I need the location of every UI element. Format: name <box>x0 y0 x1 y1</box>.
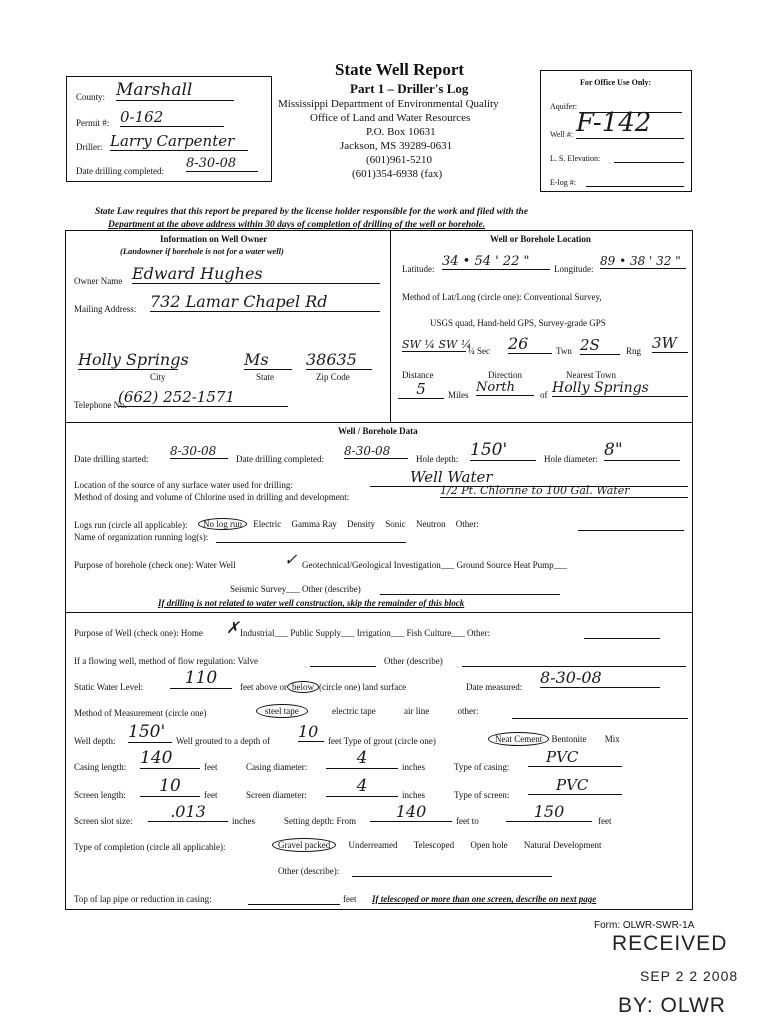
completion-other-line[interactable] <box>352 876 552 877</box>
date-measured-label: Date measured: <box>466 682 523 692</box>
neat-cement-option[interactable]: Neat Cement <box>488 732 549 746</box>
township-value[interactable]: 2S <box>580 336 620 355</box>
static-level-label: Static Water Level: <box>74 682 144 692</box>
latitude-value[interactable]: 34 • 54 ' 22 " <box>442 254 550 270</box>
agency-fax: (601)354-6938 (fax) <box>352 168 443 180</box>
casing-length-value[interactable]: 140 <box>140 748 200 769</box>
received-date: SEP 2 2 2008 <box>640 968 739 984</box>
log-organization-label: Name of organization running log(s): <box>74 532 209 542</box>
setting-depth-label: Setting depth: From <box>284 816 356 826</box>
seismic-survey-label[interactable]: Seismic Survey___ Other (describe) <box>230 584 361 594</box>
miles-label: Miles <box>448 390 469 400</box>
casing-length-unit: feet <box>204 762 218 772</box>
well-purpose-other-line[interactable] <box>584 638 660 639</box>
log-organization-line[interactable] <box>216 542 406 543</box>
grouted-depth-label: Well grouted to a depth of <box>176 736 270 746</box>
chlorine-label: Method of dosing and volume of Chlorine used in drilling and development: <box>74 492 350 502</box>
grout-type-label: feet Type of grout (circle one) <box>328 736 436 746</box>
aquifer-label: Aquifer: <box>550 102 578 111</box>
owner-name-label: Owner Name <box>74 276 123 286</box>
permit-value[interactable]: 0-162 <box>120 108 224 127</box>
log-option-density[interactable]: Density <box>346 519 375 529</box>
owner-zip-value[interactable]: 38635 <box>306 350 372 370</box>
drilling-started-value[interactable]: 8-30-08 <box>170 444 228 459</box>
completion-other-label: Other (describe): <box>278 866 340 876</box>
law-text-line-2: Department at the above address within 30 days of completion of drilling of the well or borehole. <box>108 220 486 230</box>
distance-label: Distance <box>402 370 434 380</box>
owner-name-value[interactable]: Edward Hughes <box>132 264 380 284</box>
casing-type-label: Type of casing: <box>454 762 510 772</box>
section-divider-1 <box>65 422 693 423</box>
drilling-completed-value[interactable]: 8-30-08 <box>344 444 408 459</box>
water-well-check-mark: ✓ <box>284 550 298 569</box>
elevation-line[interactable] <box>614 162 684 163</box>
electric-tape-option[interactable]: electric tape <box>331 706 376 716</box>
driller-label: Driller: <box>76 142 103 152</box>
hole-diameter-label: Hole diameter: <box>544 454 598 464</box>
log-option-electric[interactable]: Electric <box>253 519 282 529</box>
elevation-label: L. S. Elevation: <box>550 154 601 163</box>
casing-diameter-label: Casing diameter: <box>246 762 308 772</box>
setting-from-value[interactable]: 140 <box>370 802 452 822</box>
mailing-address-value[interactable]: 732 Lamar Chapel Rd <box>150 292 380 312</box>
screen-diameter-value[interactable]: 4 <box>326 776 398 797</box>
home-check-mark: ✗ <box>226 618 240 637</box>
location-section-title: Well or Borehole Location <box>490 234 591 244</box>
measurement-method-label: Method of Measurement (circle one) <box>74 708 207 718</box>
telescoped-option[interactable]: Telescoped <box>413 840 455 850</box>
log-option-sonic[interactable]: Sonic <box>385 519 406 529</box>
natural-development-option[interactable]: Natural Development <box>523 840 602 850</box>
log-option-neutron[interactable]: Neutron <box>416 519 446 529</box>
logs-run-label: Logs run (circle all applicable): <box>74 520 188 530</box>
flowing-well-label: If a flowing well, method of flow regulation: Valve <box>74 656 259 666</box>
static-level-rest: (circle one) land surface <box>318 682 407 692</box>
well-number-label: Well #: <box>550 130 574 139</box>
setting-to-label: feet to <box>456 816 479 826</box>
gravel-packed-option[interactable]: Gravel packed <box>272 838 336 852</box>
lap-pipe-unit: feet <box>343 894 357 904</box>
casing-diameter-value[interactable]: 4 <box>326 748 398 769</box>
flowing-other-line[interactable] <box>462 666 686 667</box>
county-value[interactable]: Marshall <box>116 80 234 101</box>
agency-office: Office of Land and Water Resources <box>310 112 471 124</box>
measure-other-option[interactable]: other: <box>457 706 479 716</box>
bentonite-option[interactable]: Bentonite <box>551 734 587 744</box>
owner-section-note: (Landowner if borehole is not for a water well) <box>120 246 284 256</box>
water-source-value[interactable]: Well Water <box>370 468 688 487</box>
date-completed-label: Date drilling completed: <box>76 166 164 176</box>
law-text-line-1: State Law requires that this report be prepared by the license holder responsible for the work and filed with the <box>95 207 529 217</box>
office-use-title: For Office Use Only: <box>580 78 652 87</box>
log-option-no-log[interactable]: No log run <box>198 518 247 530</box>
driller-value[interactable]: Larry Carpenter <box>110 132 248 151</box>
owner-zip-label: Zip Code <box>316 372 350 382</box>
mailing-address-label: Mailing Address: <box>74 304 137 314</box>
well-depth-value[interactable]: 150' <box>128 722 172 743</box>
telephone-label: Telephone No. <box>74 400 127 410</box>
owner-state-value[interactable]: Ms <box>244 350 292 370</box>
screen-diameter-unit: inches <box>402 790 425 800</box>
date-measured-value[interactable]: 8-30-08 <box>540 668 660 688</box>
borehole-section-title: Well / Borehole Data <box>338 426 418 436</box>
hole-depth-value[interactable]: 150' <box>470 440 536 461</box>
flowing-other-label: Other (describe) <box>384 656 443 666</box>
column-divider <box>390 230 391 422</box>
chlorine-value[interactable]: 1/2 Pt. Chlorine to 100 Gal. Water <box>440 484 688 498</box>
measurement-options <box>256 706 478 716</box>
owner-city-label: City <box>150 372 166 382</box>
telephone-value[interactable]: (662) 252-1571 <box>118 388 288 407</box>
owner-city-value[interactable]: Holly Springs <box>78 350 189 369</box>
well-depth-label: Well depth: <box>74 736 116 746</box>
casing-type-value[interactable]: PVC <box>528 748 622 767</box>
received-by: BY: OLWR <box>618 994 726 1017</box>
hole-diameter-value[interactable]: 8" <box>604 440 680 461</box>
lap-pipe-note: If telescoped or more than one screen, describe on next page <box>372 894 597 904</box>
agency-phone: (601)961-5210 <box>366 154 432 166</box>
latitude-label: Latitude: <box>402 264 435 274</box>
casing-length-label: Casing length: <box>74 762 127 772</box>
skip-note: If drilling is not related to water well construction, skip the remainder of this block <box>158 598 465 608</box>
date-completed-value[interactable]: 8-30-08 <box>186 156 258 172</box>
well-number-value[interactable]: F-142 <box>576 108 684 139</box>
drilling-completed-label: Date drilling completed: <box>236 454 324 464</box>
longitude-label: Longitude: <box>554 264 594 274</box>
elog-label: E-log #: <box>550 178 576 187</box>
range-label: Rng <box>626 346 642 356</box>
screen-type-label: Type of screen: <box>454 790 510 800</box>
longitude-value[interactable]: 89 • 38 ' 32 " <box>600 254 686 269</box>
completion-options <box>272 840 602 850</box>
grouted-depth-value[interactable]: 10 <box>298 722 324 742</box>
feet-above-or: feet above or <box>240 682 287 692</box>
quarter-value[interactable]: SW ¼ SW ¼ <box>402 338 472 351</box>
quarter-label: ¼ Sec <box>468 346 490 356</box>
below-option[interactable]: below <box>287 681 319 693</box>
valve-line[interactable] <box>310 666 376 667</box>
form-id: Form: OLWR-SWR-1A <box>594 920 695 931</box>
seismic-other-line[interactable] <box>380 594 560 595</box>
log-option-other[interactable]: Other: <box>455 519 479 529</box>
latlong-method-label: Method of Lat/Long (circle one): Conventional Survey, <box>402 292 602 302</box>
logs-options <box>198 519 479 529</box>
well-purpose-label: Purpose of Well (check one): Home <box>74 628 203 638</box>
direction-label: Direction <box>488 370 522 380</box>
air-line-option[interactable]: air line <box>403 706 430 716</box>
latlong-method-options[interactable]: USGS quad, Hand-held GPS, Survey-grade GPS <box>430 318 606 328</box>
borehole-purpose-label: Purpose of borehole (check one): Water Well <box>74 560 236 570</box>
distance-value[interactable]: 5 <box>398 380 444 399</box>
hole-depth-label: Hole depth: <box>416 454 459 464</box>
well-purpose-options[interactable]: Industrial___ Public Supply___ Irrigation___ Fish Culture___ Other: <box>240 628 490 638</box>
grout-options <box>488 734 620 744</box>
screen-length-unit: feet <box>204 790 218 800</box>
completion-label: Type of completion (circle all applicable): <box>74 842 226 852</box>
owner-section-title: Information on Well Owner <box>160 234 268 244</box>
agency-pobox: P.O. Box 10631 <box>366 126 436 138</box>
setting-to-unit: feet <box>598 816 612 826</box>
underreamed-option[interactable]: Underreamed <box>348 840 398 850</box>
mix-option[interactable]: Mix <box>604 734 620 744</box>
direction-value[interactable]: North <box>476 380 534 396</box>
slot-size-value[interactable]: .013 <box>148 802 228 822</box>
page-title: State Well Report <box>335 60 465 79</box>
agency-name: Mississippi Department of Environmental Quality <box>278 98 499 110</box>
lap-pipe-label: Top of lap pipe or reduction in casing: <box>74 894 212 904</box>
elog-line[interactable] <box>586 186 684 187</box>
log-option-gamma[interactable]: Gamma Ray <box>291 519 337 529</box>
township-label: Twn <box>556 346 572 356</box>
county-label: County: <box>76 92 106 102</box>
nearest-town-label: Nearest Town <box>566 370 616 380</box>
log-other-line[interactable] <box>578 530 684 531</box>
screen-type-value[interactable]: PVC <box>528 776 622 795</box>
nearest-town-value[interactable]: Holly Springs <box>552 380 688 397</box>
setting-to-value[interactable]: 150 <box>506 802 592 822</box>
drilling-started-label: Date drilling started: <box>74 454 149 464</box>
casing-diameter-unit: inches <box>402 762 425 772</box>
page-subtitle: Part 1 – Driller's Log <box>350 81 469 96</box>
borehole-purpose-options[interactable]: Geotechnical/Geological Investigation___ Ground Source Heat Pump___ <box>302 560 568 570</box>
of-label: of <box>540 390 548 400</box>
agency-city: Jackson, MS 39289-0631 <box>340 140 453 152</box>
screen-length-label: Screen length: <box>74 790 126 800</box>
water-source-label: Location of the source of any surface water used for drilling: <box>74 480 293 490</box>
slot-size-unit: inches <box>232 816 255 826</box>
section-divider-2 <box>65 612 693 613</box>
slot-size-label: Screen slot size: <box>74 816 133 826</box>
owner-state-label: State <box>256 372 274 382</box>
measure-other-line[interactable] <box>512 718 688 719</box>
open-hole-option[interactable]: Open hole <box>470 840 508 850</box>
steel-tape-option[interactable]: steel tape <box>256 704 308 718</box>
screen-diameter-label: Screen diameter: <box>246 790 307 800</box>
screen-length-value[interactable]: 10 <box>140 776 200 797</box>
lap-pipe-line[interactable] <box>248 904 340 905</box>
received-stamp: RECEIVED <box>612 932 728 955</box>
permit-label: Permit #: <box>76 118 110 128</box>
section-value[interactable]: 26 <box>508 334 552 354</box>
static-level-mid <box>240 682 406 692</box>
static-level-value[interactable]: 110 <box>170 668 232 689</box>
range-value[interactable]: 3W <box>652 334 688 353</box>
